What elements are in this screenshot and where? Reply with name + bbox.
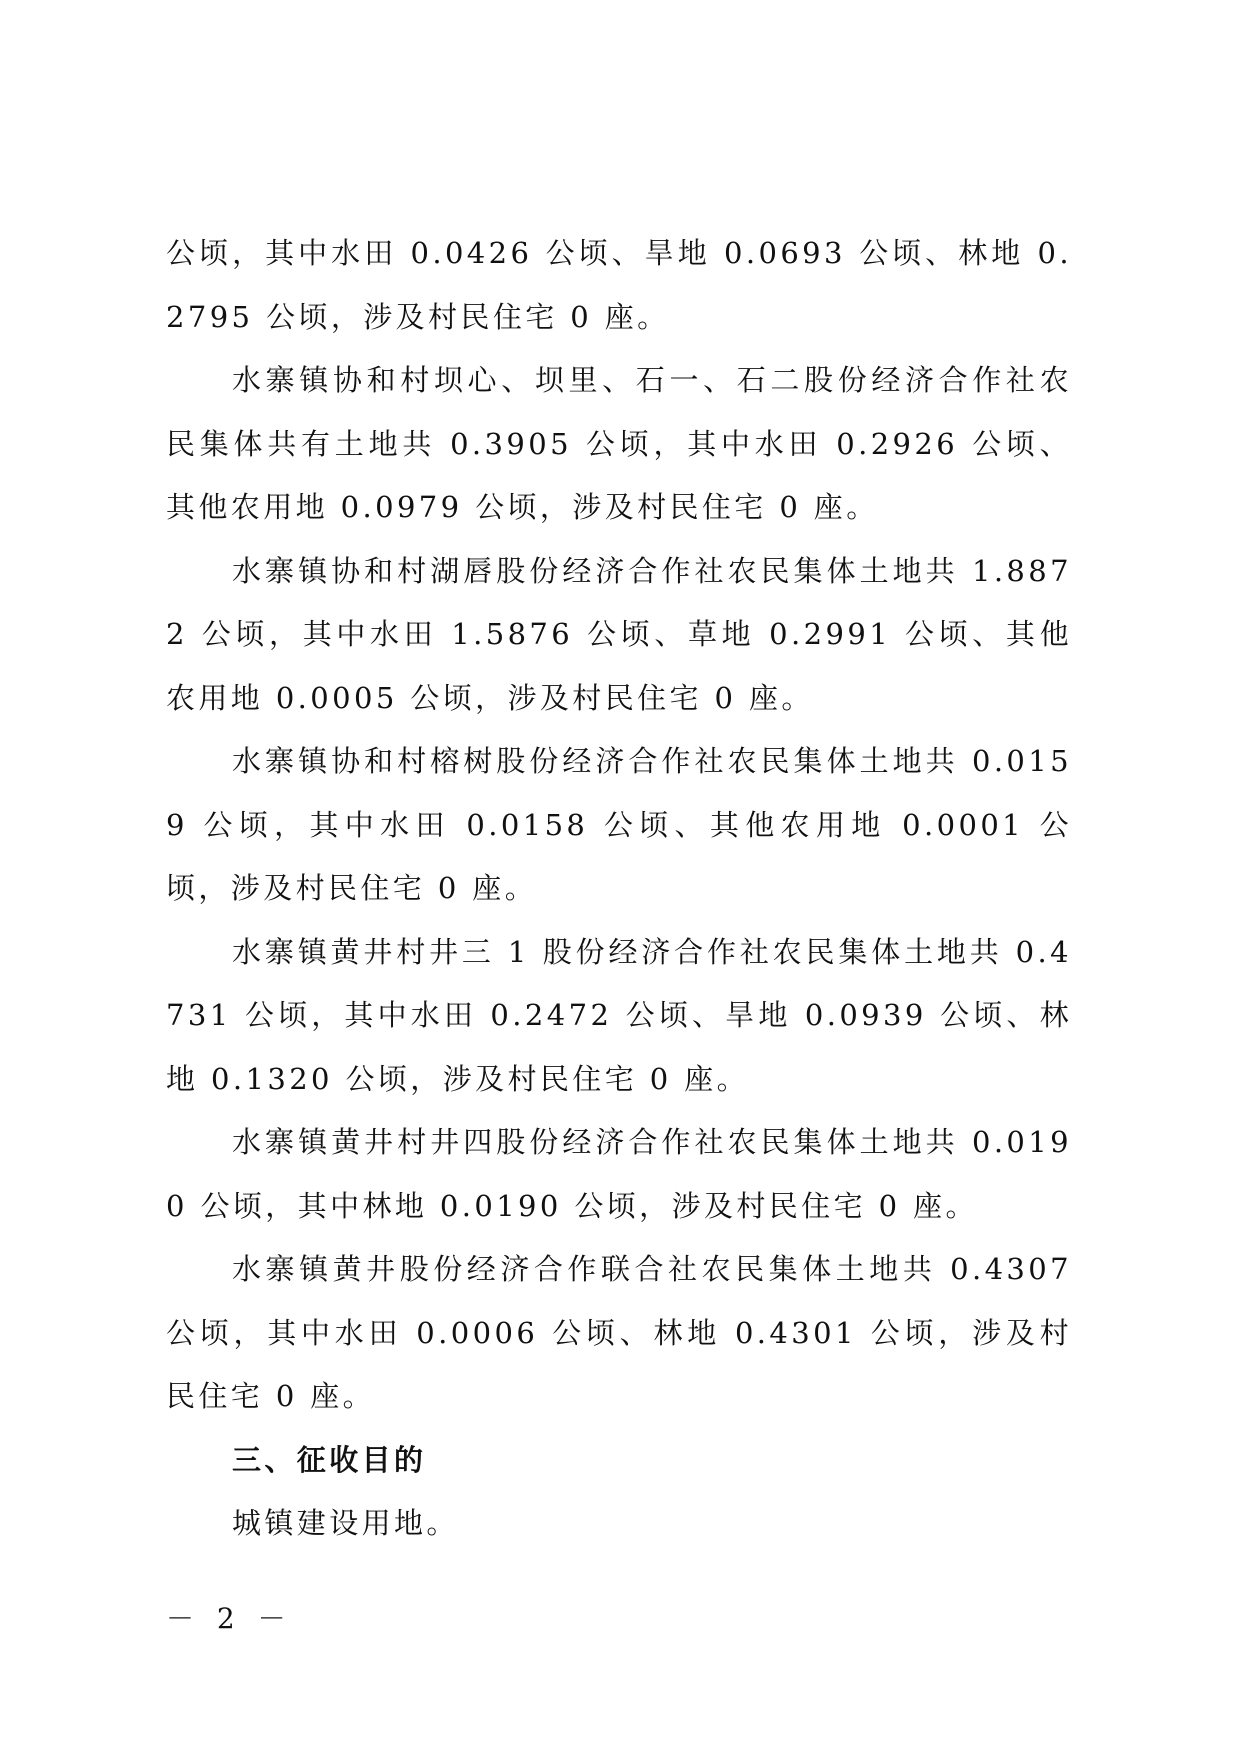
paragraph-continuation: 公顷，其中水田 0.0426 公顷、旱地 0.0693 公顷、林地 0.2795 公顷，涉及村民住宅 0 座。 xyxy=(166,236,1072,334)
document-body xyxy=(166,222,1072,1556)
paragraph-xiehe-baxin: 水寨镇协和村坝心、坝里、石一、石二股份经济合作社农民集体共有土地共 0.3905 公顷，其中水田 0.2926 公顷、其他农用地 0.0979 公顷，涉及村民住宅 0 座。 xyxy=(166,363,1072,524)
paragraph-huangjing-jingsi: 水寨镇黄井村井四股份经济合作社农民集体土地共 0.0190 公顷，其中林地 0.0190 公顷，涉及村民住宅 0 座。 xyxy=(166,1125,1072,1223)
section-heading: 三、征收目的 xyxy=(232,1442,427,1477)
paragraph-huangjing-jingsan: 水寨镇黄井村井三 1 股份经济合作社农民集体土地共 0.4731 公顷，其中水田 0.2472 公顷、旱地 0.0939 公顷、林地 0.1320 公顷，涉及村民住宅 0 座。 xyxy=(166,934,1072,1096)
paragraph-xiehe-huchun: 水寨镇协和村湖唇股份经济合作社农民集体土地共 1.8872 公顷，其中水田 1.5876 公顷、草地 0.2991 公顷、其他农用地 0.0005 公顷，涉及村民住宅 0 座。 xyxy=(166,553,1072,715)
section-text: 城镇建设用地。 xyxy=(232,1506,459,1540)
paragraph-huangjing-lianheshe: 水寨镇黄井股份经济合作联合社农民集体土地共 0.4307 公顷，其中水田 0.0006 公顷、林地 0.4301 公顷，涉及村民住宅 0 座。 xyxy=(166,1252,1072,1413)
page-number: － 2 － xyxy=(166,1602,293,1635)
paragraph-xiehe-rongshu: 水寨镇协和村榕树股份经济合作社农民集体土地共 0.0159 公顷，其中水田 0.0158 公顷、其他农用地 0.0001 公顷，涉及村民住宅 0 座。 xyxy=(166,744,1072,905)
